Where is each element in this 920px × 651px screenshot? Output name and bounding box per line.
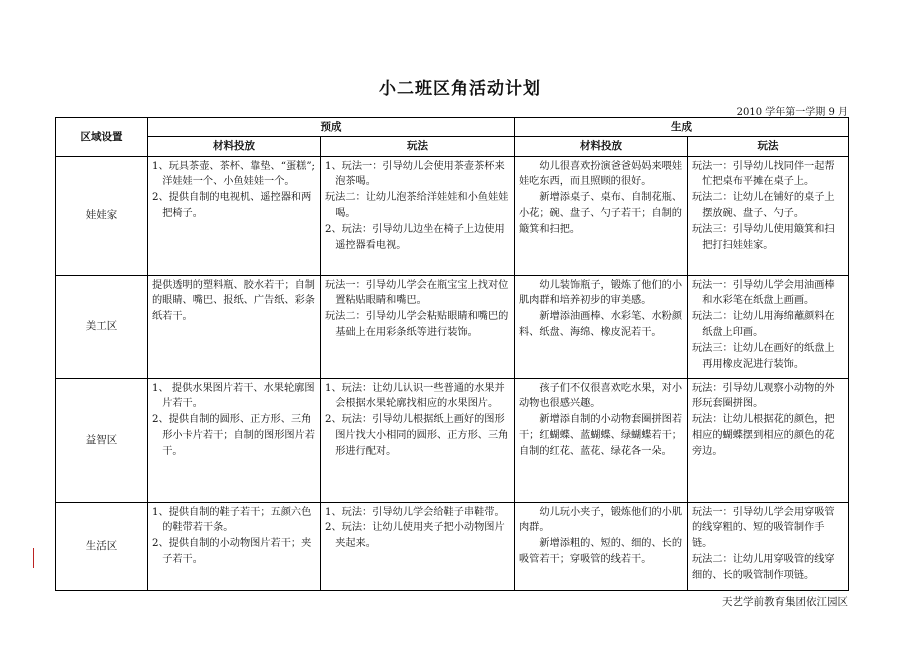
table-row [56,156,849,275]
gen-method-cell: 玩法一：引导幼儿找同伴一起帮忙把桌布平摊在桌子上。 玩法二：让幼儿在铺好的桌子上摆放碗、盘子、勺子。 玩法三：引导幼儿使用簸箕和扫把打扫娃娃家。 [688,156,849,275]
page-title: 小二班区角活动计划 [379,79,541,99]
gen-method-cell: 玩法：引导幼儿观察小动物的外形玩套圈拼图。 玩法：让幼儿根据花的颜色，把相应的蝴蝶摆到相应的颜色的花旁边。 [688,378,849,502]
header-generated: 生成 [515,118,849,137]
area-cell: 益智区 [56,378,148,502]
gen-materials-cell: 幼儿很喜欢扮演爸爸妈妈来喂娃娃吃东西，而且照顾的很好。 新增添桌子、桌布、自制花瓶、小花；碗、盘子、勺子若干；自制的簸箕和扫把。 [515,156,688,275]
table-row [56,502,849,590]
header-gen-materials: 材料投放 [515,137,688,156]
header-pre-materials: 材料投放 [148,137,321,156]
header-gen-method: 玩法 [688,137,849,156]
pre-method-cell: 玩法一：引导幼儿学会在瓶宝宝上找对位置粘贴眼睛和嘴巴。 玩法二：引导幼儿学会粘贴眼睛和嘴巴的基础上在用彩条纸等进行装饰。 [321,275,515,378]
area-cell: 美工区 [56,275,148,378]
header-pre-method: 玩法 [321,137,515,156]
margin-mark [33,548,34,568]
table-row [56,275,849,378]
table-row [56,378,849,502]
pre-method-cell: 1、玩法：引导幼儿学会给鞋子串鞋带。 2、玩法：让幼儿使用夹子把小动物图片夹起来。 [321,502,515,590]
header-area: 区域设置 [56,118,148,157]
pre-method-cell: 1、玩法：让幼儿认识一些普通的水果并会根据水果轮廓找相应的水果图片。 2、玩法：引导幼儿根据纸上画好的图形图片找大小相同的圆形、正方形、三角形进行配对。 [321,378,515,502]
gen-materials-cell: 幼儿玩小夹子，锻炼他们的小肌肉群。 新增添粗的、短的、细的、长的吸管若干；穿吸管的线若干。 [515,502,688,590]
pre-materials-cell: 1、 提供水果图片若干、水果轮廓图片若干。 2、提供自制的圆形、正方形、三角形小卡片若干；自制的图形图片若干。 [148,378,321,502]
pre-materials-cell: 1、提供自制的鞋子若干；五颜六色的鞋带若干条。 2、提供自制的小动物图片若干；夹子若干。 [148,502,321,590]
gen-method-cell: 玩法一：引导幼儿学会用油画棒和水彩笔在纸盘上画画。 玩法二：让幼儿用海绵蘸颜料在纸盘上印画。 玩法三：让幼儿在画好的纸盘上再用橡皮泥进行装饰。 [688,275,849,378]
gen-materials-cell: 孩子们不仅很喜欢吃水果，对小动物也很感兴趣。 新增添自制的小动物套圈拼图若干；红蝴蝶、蓝蝴蝶、绿蝴蝶若干；自制的红花、蓝花、绿花各一朵。 [515,378,688,502]
header-preset: 预成 [148,118,515,137]
pre-materials-cell: 1、玩具茶壶、茶杯、靠垫、“蛋糕”;洋娃娃一个、小鱼娃娃一个。 2、提供自制的电视机、遥控器和两把椅子。 [148,156,321,275]
pre-method-cell: 1、玩法一：引导幼儿会使用茶壶茶杯来泡茶喝。 玩法二：让幼儿泡茶给洋娃娃和小鱼娃娃喝。 2、玩法：引导幼儿边坐在椅子上边使用遥控器看电视。 [321,156,515,275]
activity-plan-table [55,117,849,591]
gen-method-cell: 玩法一：引导幼儿学会用穿吸管的线穿粗的、短的吸管制作手链。 玩法二：让幼儿用穿吸管的线穿细的、长的吸管制作项链。 [688,502,849,590]
footer-organization: 天艺学前教育集团依江园区 [722,596,848,608]
area-cell: 娃娃家 [56,156,148,275]
gen-materials-cell: 幼儿装饰瓶子，锻炼了他们的小肌肉群和培养初步的审美感。 新增添油画棒、水彩笔、水粉颜料、纸盘、海绵、橡皮泥若干。 [515,275,688,378]
pre-materials-cell: 提供透明的塑料瓶、胶水若干；自制的眼睛、嘴巴、报纸、广告纸、彩条纸若干。 [148,275,321,378]
semester-date: 2010 学年第一学期 9 月 [736,107,848,118]
area-cell: 生活区 [56,502,148,590]
